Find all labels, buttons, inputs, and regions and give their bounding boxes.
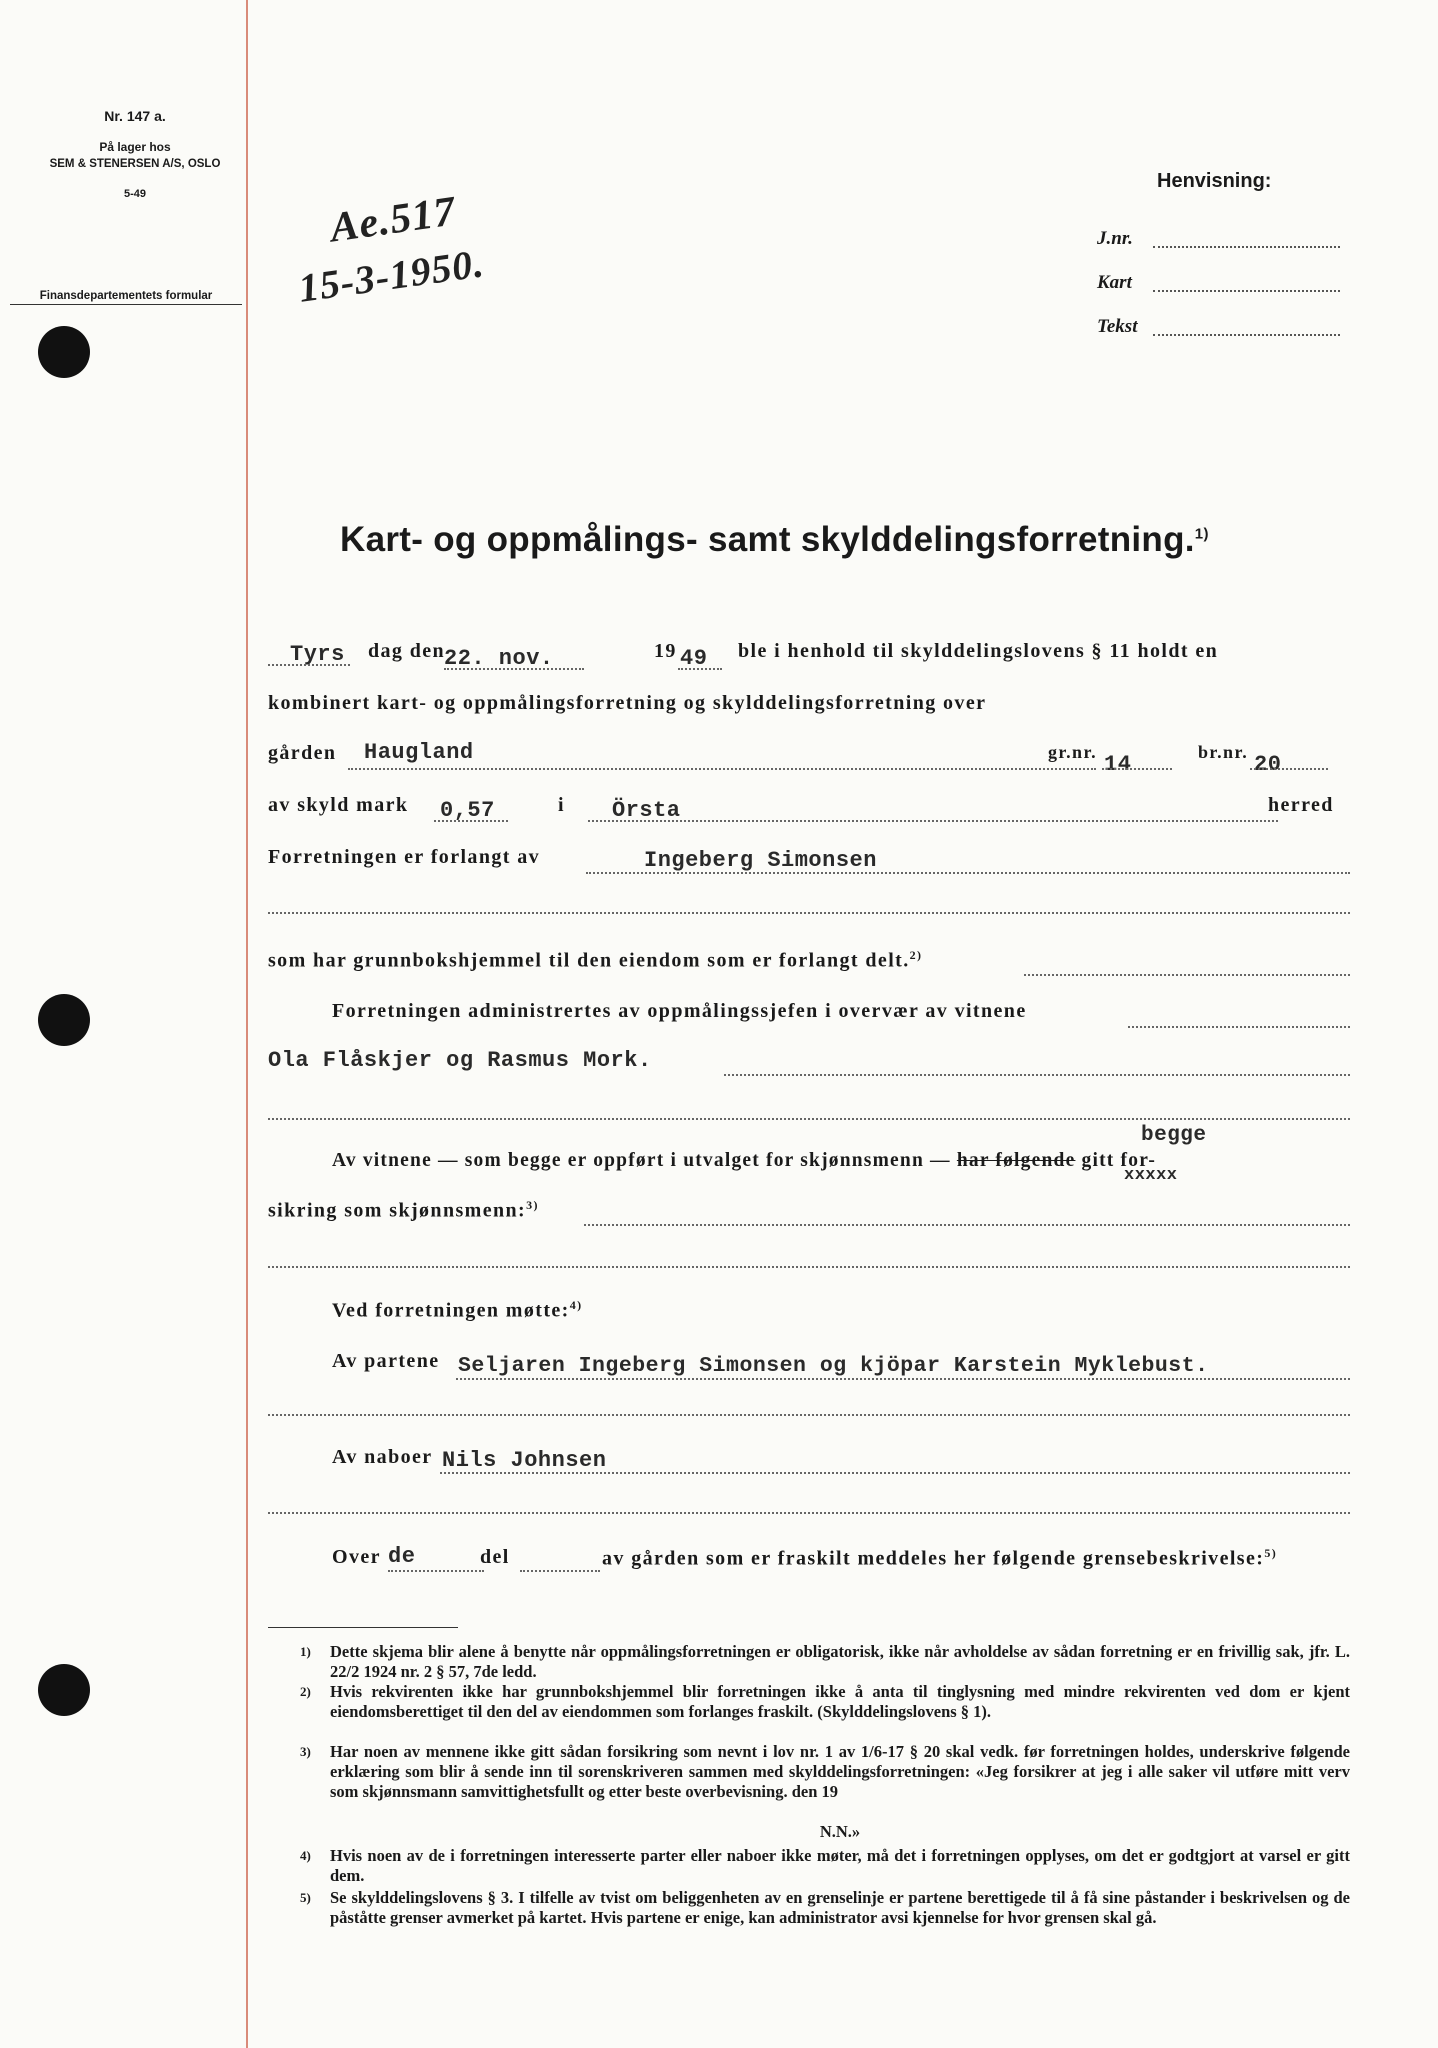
witnesses-field-continued[interactable] xyxy=(268,1118,1350,1120)
footnote-5-text: Se skylddelingslovens § 3. I tilfelle av tvist om beliggenheten av en grenselinje er partene berettigede til å få sine påstander i beskrivelsen og de påståtte grenser avmerket på kartet. Hvis partene er enige, kan administrator avsi kjennelse for hvor grensen skal gå. xyxy=(330,1888,1350,1927)
requested-value: Ingeberg Simonsen xyxy=(644,848,877,873)
footnote-4-text: Hvis noen av de i forretningen interesserte parter eller naboer ikke møter, må det i forretningen opplyses, om det er godtgjort at varsel er gitt dem. xyxy=(330,1846,1350,1885)
footnote-2 xyxy=(300,1682,1350,1722)
herred-field[interactable] xyxy=(588,820,1278,822)
parties-label: Av partene xyxy=(332,1350,440,1372)
day-field[interactable] xyxy=(268,664,350,666)
reference-heading: Henvisning: xyxy=(1157,170,1272,192)
in-label: i xyxy=(558,794,565,816)
title-text: Kart- og oppmålings- samt skylddelingsforretning. xyxy=(340,520,1195,559)
jnr-field[interactable] xyxy=(1153,246,1340,248)
over-field[interactable] xyxy=(388,1570,484,1572)
requested-label: Forretningen er forlangt av xyxy=(268,846,541,868)
footnote-3-text: Har noen av mennene ikke gitt sådan forsikring som nevnt i lov nr. 1 av 1/6-17 § 20 skal vedk. før forretningen holdes, underskrive følgende erklæring som blir å sende inn til sorenskriveren sammen med skylddelingsforretningen: «Jeg forsikrer at jeg i alle saker vil utføre mitt verv som skjønnsmann samvittighetsfullt og etter beste overbevisning. den 19 xyxy=(330,1742,1350,1801)
footnote-4-num: 4) xyxy=(300,1848,311,1863)
punch-hole-middle xyxy=(38,994,90,1046)
grnr-value: 14 xyxy=(1104,752,1132,777)
insert-begge: begge xyxy=(1141,1124,1207,1147)
farm-value: Haugland xyxy=(364,740,474,765)
form-line-2-text: kombinert kart- og oppmålingsforretning og skylddelingsforretning over xyxy=(268,692,987,714)
form-number: Nr. 147 a. xyxy=(104,108,166,124)
met-label: Ved forretningen møtte: xyxy=(332,1299,570,1322)
intro-rest: ble i henhold til skylddelingslovens § 11 holdt en xyxy=(738,640,1219,662)
neighbours-label: Av naboer xyxy=(332,1446,433,1468)
requested-field-continued[interactable] xyxy=(268,912,1350,914)
witness-overstrike: xxxxx xyxy=(1124,1166,1178,1185)
hjemmel-field[interactable] xyxy=(1024,974,1350,976)
footnote-1-text: Dette skjema blir alene å benytte når oppmålingsforretningen er obligatorisk, ikke når avholdelse av sådan forretning er en frivillig sak, jfr. L. 22/2 1924 nr. 2 § 57, 7de ledd. xyxy=(330,1642,1350,1681)
year-prefix: 19 xyxy=(654,640,677,662)
del-label: del xyxy=(480,1546,510,1568)
day-value: Tyrs xyxy=(290,642,345,667)
boundary-footnote-ref: 5) xyxy=(1264,1546,1278,1560)
tekst-label: Tekst xyxy=(1097,316,1138,337)
date-value: 22. nov. xyxy=(444,646,554,671)
herred-label: herred xyxy=(1268,794,1334,816)
brnr-value: 20 xyxy=(1254,752,1282,777)
footnote-5-num: 5) xyxy=(300,1890,311,1905)
grnr-field[interactable] xyxy=(1102,768,1172,770)
farm-label: gården xyxy=(268,742,337,764)
footnote-1-num: 1) xyxy=(300,1644,311,1659)
skyld-field[interactable] xyxy=(434,820,508,822)
hjemmel-footnote-ref: 2) xyxy=(909,948,923,962)
admin-field[interactable] xyxy=(1128,1026,1350,1028)
parties-field[interactable] xyxy=(456,1378,1350,1380)
punch-hole-top xyxy=(38,326,90,378)
boundary-text-content: av gården som er fraskilt meddeles her følgende grensebeskrivelse: xyxy=(602,1547,1265,1570)
form-line-witness-statement-2 xyxy=(268,1198,1350,1223)
year-field[interactable] xyxy=(678,668,722,670)
witness-footnote-ref: 3) xyxy=(526,1198,539,1212)
herred-value: Örsta xyxy=(612,798,681,823)
kart-field[interactable] xyxy=(1153,290,1340,292)
title-footnote-ref: 1) xyxy=(1194,525,1209,543)
witnesses-value: Ola Flåskjer og Rasmus Mork. xyxy=(268,1048,652,1073)
neighbours-value: Nils Johnsen xyxy=(442,1448,607,1473)
form-line-2 xyxy=(268,692,1350,715)
kart-label: Kart xyxy=(1097,272,1132,293)
footnote-3-signature xyxy=(330,1822,1350,1842)
met-footnote-ref: 4) xyxy=(569,1298,583,1312)
footnote-5 xyxy=(300,1888,1350,1928)
footnote-3-signature-text: N.N.» xyxy=(819,1822,861,1841)
witness-field-continued[interactable] xyxy=(268,1266,1350,1268)
year-value: 49 xyxy=(680,646,708,671)
brnr-label: br.nr. xyxy=(1198,742,1249,762)
footnote-rule xyxy=(268,1627,458,1628)
brnr-field[interactable] xyxy=(1250,768,1328,770)
date-field[interactable] xyxy=(444,668,584,670)
witness-text-a: Av vitnene — som begge er oppført i utvalget for skjønnsmenn — xyxy=(332,1150,951,1171)
handwritten-ref-1: Ae.517 xyxy=(327,188,459,252)
farm-field[interactable] xyxy=(348,768,1096,770)
margin-rule xyxy=(246,0,248,2048)
document-title xyxy=(340,520,1209,560)
parties-value: Seljaren Ingeberg Simonsen og kjöpar Karstein Myklebust. xyxy=(458,1354,1209,1378)
tekst-field[interactable] xyxy=(1153,334,1340,336)
over-label: Over xyxy=(332,1546,381,1568)
form-line-admin xyxy=(332,1000,1350,1023)
stationer-line2: SEM & STENERSEN A/S, OSLO xyxy=(49,158,221,170)
grnr-label: gr.nr. xyxy=(1048,742,1098,762)
jnr-label: J.nr. xyxy=(1097,228,1133,249)
neighbours-field[interactable] xyxy=(440,1472,1350,1474)
handwritten-ref-2: 15-3-1950. xyxy=(295,240,487,311)
neighbours-field-continued[interactable] xyxy=(268,1512,1350,1514)
form-line-hjemmel xyxy=(268,948,1350,973)
footnote-3-num: 3) xyxy=(300,1744,311,1759)
witness-field[interactable] xyxy=(584,1224,1350,1226)
admin-text: Forretningen administrertes av oppmålingssjefen i overvær av vitnene xyxy=(332,1000,1027,1022)
over-value: de xyxy=(388,1544,416,1569)
ministry-formular: Finansdepartementets formular xyxy=(10,290,242,305)
boundary-text xyxy=(602,1546,1277,1571)
witnesses-field[interactable] xyxy=(724,1074,1350,1076)
form-line-met xyxy=(332,1298,1350,1323)
footnote-3 xyxy=(300,1742,1350,1802)
stationer-line1: På lager hos xyxy=(99,140,171,154)
stationer-line3: 5-49 xyxy=(123,188,147,200)
footnote-1 xyxy=(300,1642,1350,1682)
requested-field[interactable] xyxy=(586,872,1350,874)
witness-struck-text: har følgende xyxy=(956,1150,1076,1171)
witness-text-b: gitt for- xyxy=(1081,1150,1157,1171)
del-field[interactable] xyxy=(520,1570,600,1572)
footnote-2-text: Hvis rekvirenten ikke har grunnbokshjemmel blir forretningen ikke å anta til tinglysning med mindre rekvirenten ved dom er kjent eiendomsberettiget til den del av eiendommen som forlanges fraskilt. (Skylddelingslovens § 1). xyxy=(330,1682,1350,1721)
skyld-value: 0,57 xyxy=(440,798,495,823)
hjemmel-text: som har grunnbokshjemmel til den eiendom som er forlangt delt. xyxy=(268,949,910,972)
punch-hole-bottom xyxy=(38,1664,90,1716)
form-line-witness-statement xyxy=(332,1150,1350,1172)
parties-field-continued[interactable] xyxy=(268,1414,1350,1416)
skyld-label: av skyld mark xyxy=(268,794,409,816)
footnote-2-num: 2) xyxy=(300,1684,311,1699)
day-text: dag den xyxy=(368,640,446,662)
witness-text-c: sikring som skjønnsmenn: xyxy=(268,1199,527,1222)
footnote-4 xyxy=(300,1846,1350,1886)
